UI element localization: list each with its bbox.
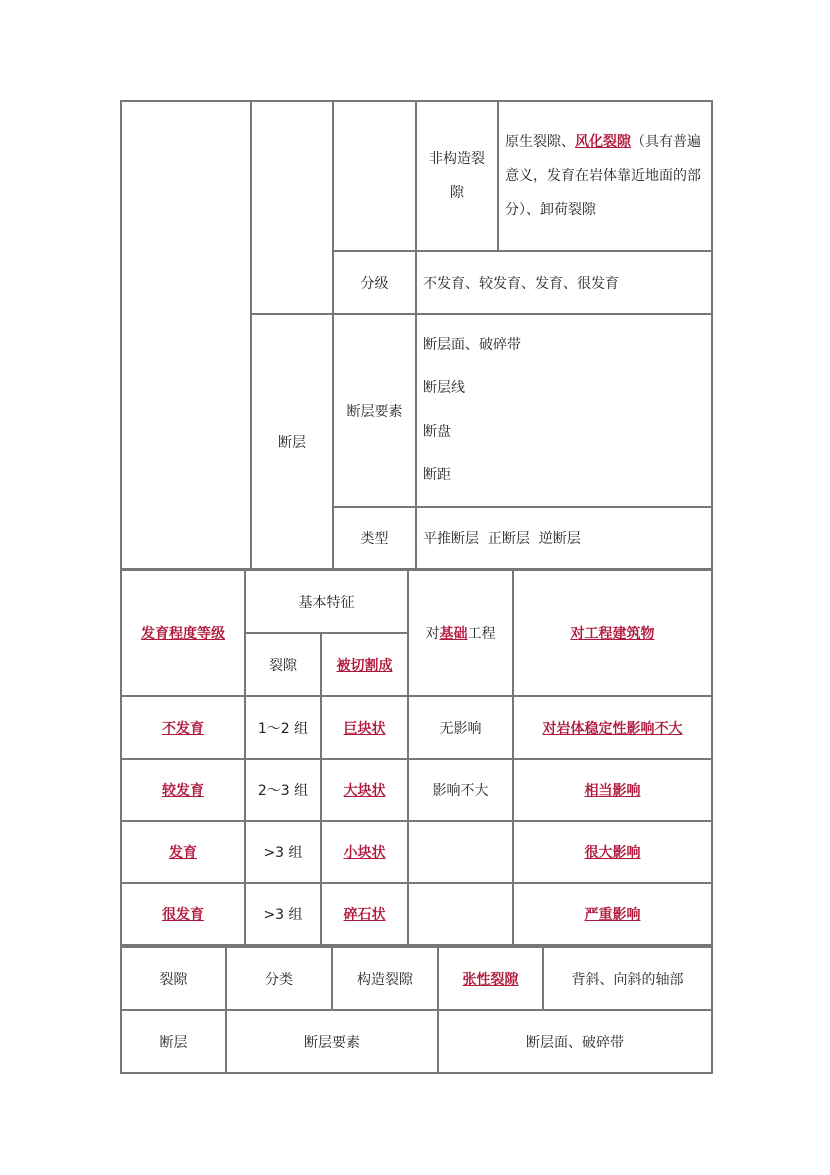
fault-label: 断层 bbox=[121, 1010, 226, 1073]
type-value: 平推断层 正断层 逆断层 bbox=[416, 507, 712, 569]
non-tectonic-label: 非构造裂隙 bbox=[416, 101, 498, 251]
development-grade-table bbox=[120, 569, 713, 946]
foundation-highlight: 基础 bbox=[439, 626, 468, 642]
fault-surface-text: 断层面、破碎带 bbox=[438, 1010, 712, 1073]
fault-element-item: 断层面、破碎带 bbox=[423, 336, 521, 353]
empty-cell bbox=[251, 101, 333, 314]
foundation-pre: 对 bbox=[425, 626, 440, 642]
table-row bbox=[121, 821, 712, 883]
foundation-cell: 影响不大 bbox=[408, 759, 513, 821]
geology-table-top bbox=[120, 100, 713, 570]
classification-label: 分类 bbox=[226, 947, 332, 1010]
fissure-cell: 1～2 组 bbox=[245, 696, 321, 759]
cut-cell: 巨块状 bbox=[321, 696, 408, 759]
building-cell: 对岩体稳定性影响不大 bbox=[513, 696, 712, 759]
grade-cell: 很发育 bbox=[121, 883, 245, 945]
table-row bbox=[121, 883, 712, 945]
col-building-header: 对工程建筑物 bbox=[513, 570, 712, 696]
desc-post: （具有普遍意义，发育在岩体靠近地面的部分）、卸荷裂隙 bbox=[505, 134, 701, 218]
col-fissure-header: 裂隙 bbox=[245, 633, 321, 696]
fissure-cell: >3 组 bbox=[245, 821, 321, 883]
tension-fissure-highlight: 张性裂隙 bbox=[438, 947, 543, 1010]
grade-cell: 发育 bbox=[121, 821, 245, 883]
fault-label: 断层 bbox=[251, 314, 333, 569]
fissure-cell: 2～3 组 bbox=[245, 759, 321, 821]
non-tectonic-desc bbox=[498, 101, 712, 251]
building-cell: 很大影响 bbox=[513, 821, 712, 883]
foundation-cell: 无影响 bbox=[408, 696, 513, 759]
tectonic-fissure-label: 构造裂隙 bbox=[332, 947, 438, 1010]
fault-elements-label: 断层要素 bbox=[333, 314, 416, 507]
desc-pre: 原生裂隙、 bbox=[505, 134, 575, 150]
empty-cell bbox=[333, 101, 416, 251]
foundation-cell bbox=[408, 821, 513, 883]
col-grade-header: 发育程度等级 bbox=[121, 570, 245, 696]
fault-elements-label: 断层要素 bbox=[226, 1010, 438, 1073]
col-foundation-header bbox=[408, 570, 513, 696]
fault-element-item: 断距 bbox=[423, 467, 451, 483]
fault-elements-list bbox=[416, 314, 712, 507]
col-cut-header: 被切割成 bbox=[321, 633, 408, 696]
cut-cell: 小块状 bbox=[321, 821, 408, 883]
type-label: 类型 bbox=[333, 507, 416, 569]
cut-cell: 碎石状 bbox=[321, 883, 408, 945]
empty-cell bbox=[121, 101, 251, 569]
grading-value: 不发育、较发育、发育、很发育 bbox=[416, 251, 712, 314]
cut-cell: 大块状 bbox=[321, 759, 408, 821]
building-cell: 严重影响 bbox=[513, 883, 712, 945]
grading-label: 分级 bbox=[333, 251, 416, 314]
foundation-cell bbox=[408, 883, 513, 945]
building-cell: 相当影响 bbox=[513, 759, 712, 821]
fault-element-item: 断层线 bbox=[423, 380, 465, 396]
fault-element-item: 断盘 bbox=[423, 423, 451, 440]
weathering-fissure-highlight: 风化裂隙 bbox=[575, 134, 631, 150]
table-row bbox=[121, 696, 712, 759]
grade-cell: 不发育 bbox=[121, 696, 245, 759]
table-row bbox=[121, 759, 712, 821]
fold-axis-text: 背斜、向斜的轴部 bbox=[543, 947, 712, 1010]
col-basic-header: 基本特征 bbox=[245, 570, 408, 633]
foundation-post: 工程 bbox=[467, 626, 496, 642]
fissure-cell: >3 组 bbox=[245, 883, 321, 945]
summary-table bbox=[120, 946, 713, 1074]
grade-cell: 较发育 bbox=[121, 759, 245, 821]
fissure-label: 裂隙 bbox=[121, 947, 226, 1010]
